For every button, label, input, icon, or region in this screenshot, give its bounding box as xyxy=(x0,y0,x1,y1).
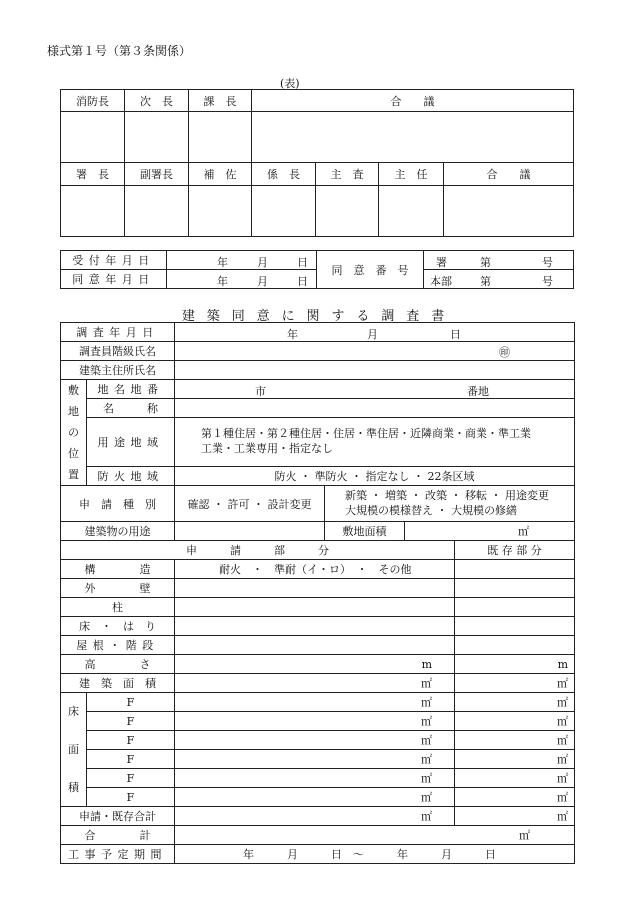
zoning-line-2: 工業・工業専用・指定なし xyxy=(201,442,333,455)
zoning-label: 用途地域 xyxy=(87,418,175,467)
survey-date-label: 調査年月日 xyxy=(61,323,175,342)
name-field[interactable] xyxy=(175,399,575,418)
site-location-group-label xyxy=(61,380,87,486)
stamp-box[interactable] xyxy=(125,112,189,163)
existing-floor-area-field[interactable] xyxy=(455,788,575,807)
header-section-chief: 課 長 xyxy=(189,90,252,112)
floor-area-field[interactable] xyxy=(175,769,455,788)
roof-stairs-field[interactable] xyxy=(175,636,455,655)
zoning-line-1: 第１種住居・第２種住居・住居・準住居・近隣商業・商業・準工業 xyxy=(201,427,531,441)
combined-total-label: 申請・既存合計 xyxy=(61,807,175,826)
site-char: 位 xyxy=(68,447,79,460)
sqm-unit: ㎡ xyxy=(421,696,432,709)
sqm-unit: ㎡ xyxy=(518,525,529,538)
seal-icon: ㊞ xyxy=(499,346,510,359)
floor-area-field[interactable] xyxy=(175,693,455,712)
stamp-box[interactable] xyxy=(379,186,444,237)
column-label: 柱 xyxy=(61,598,175,617)
sqm-unit: ㎡ xyxy=(519,829,530,842)
header-officer: 主 任 xyxy=(379,163,444,186)
day-unit: 日 xyxy=(297,275,308,288)
floor-beam-label: 床 ・ は り xyxy=(61,617,175,636)
survey-date-field[interactable] xyxy=(175,323,575,342)
sqm-unit: ㎡ xyxy=(557,715,568,728)
stamp-box[interactable] xyxy=(252,186,316,237)
received-date-label: 受付年月日 xyxy=(61,251,167,270)
existing-floor-area-field[interactable] xyxy=(455,731,575,750)
sqm-unit: ㎡ xyxy=(421,715,432,728)
stamp-box[interactable] xyxy=(61,112,125,163)
fire-zone-options[interactable]: 防火 ・ 準防火 ・ 指定なし ・ 22条区域 xyxy=(175,467,575,486)
floor-level-label: F xyxy=(87,769,175,788)
stamp-box[interactable] xyxy=(125,186,189,237)
site-area-label: 敷地面積 xyxy=(325,522,405,541)
construction-type-line-2: 大規模の模様替え ・ 大規模の修繕 xyxy=(345,503,517,517)
floor-level-label: F xyxy=(87,750,175,769)
reception-table xyxy=(60,250,574,289)
sqm-unit: ㎡ xyxy=(421,677,432,690)
sqm-unit: ㎡ xyxy=(557,696,568,709)
name-label: 名 称 xyxy=(87,399,175,418)
existing-floor-beam-field[interactable] xyxy=(455,617,575,636)
column-field[interactable] xyxy=(175,598,455,617)
floor-level-label: F xyxy=(87,788,175,807)
month-unit: 月 xyxy=(257,275,268,288)
header-consultation-top: 合 議 xyxy=(252,90,574,112)
lot-label: 地名地番 xyxy=(87,380,175,399)
header-consultation-bottom: 合 議 xyxy=(444,163,574,186)
hq-label: 本部 xyxy=(430,275,452,288)
building-area-field[interactable] xyxy=(175,674,455,693)
header-fire-chief: 消防長 xyxy=(61,90,125,112)
roof-stairs-label: 屋根・階段 xyxy=(61,636,175,655)
floor-area-char: 面 xyxy=(68,743,79,756)
floor-area-field[interactable] xyxy=(175,712,455,731)
floor-level-label: F xyxy=(87,693,175,712)
applied-part-header: 申 請 部 分 xyxy=(61,541,455,560)
sqm-unit: ㎡ xyxy=(557,810,568,823)
dai-label: 第 xyxy=(480,256,491,269)
floor-area-char: 積 xyxy=(68,781,79,794)
height-field[interactable] xyxy=(175,655,455,674)
sqm-unit: ㎡ xyxy=(421,772,432,785)
existing-floor-area-field[interactable] xyxy=(455,712,575,731)
structure-label: 構 造 xyxy=(61,560,175,579)
application-type-label: 申 請 種 別 xyxy=(61,486,175,522)
building-use-field[interactable] xyxy=(175,522,325,541)
survey-table xyxy=(60,322,575,864)
existing-floor-area-field[interactable] xyxy=(455,769,575,788)
header-station-chief: 署 長 xyxy=(61,163,125,186)
existing-column-field[interactable] xyxy=(455,598,575,617)
floor-area-field[interactable] xyxy=(175,750,455,769)
sqm-unit: ㎡ xyxy=(557,772,568,785)
floor-level-label: F xyxy=(87,712,175,731)
schedule-label: 工事予定期間 xyxy=(61,845,175,864)
header-deputy-chief: 次 長 xyxy=(125,90,189,112)
exterior-wall-label: 外 壁 xyxy=(61,579,175,598)
stamp-box-consultation[interactable] xyxy=(252,112,574,163)
application-type-options[interactable]: 確認 ・ 許可 ・ 設計変更 xyxy=(175,486,325,522)
consent-number-label: 同 意 番 号 xyxy=(317,251,424,289)
existing-exterior-wall-field[interactable] xyxy=(455,579,575,598)
structure-options[interactable]: 耐火 ・ 準耐（イ・ロ） ・ その他 xyxy=(175,560,455,579)
construction-type-options[interactable] xyxy=(325,486,575,522)
existing-part-header: 既 存 部 分 xyxy=(455,541,575,560)
year-unit: 年 xyxy=(217,275,228,288)
city-unit: 市 xyxy=(255,385,266,398)
inspector-label: 調査員階級氏名 xyxy=(61,342,175,361)
consent-date-label: 同意年月日 xyxy=(61,270,167,289)
day-unit: 日 xyxy=(450,328,461,341)
approval-table xyxy=(60,89,574,237)
front-label: (表) xyxy=(280,77,300,90)
schedule-field[interactable]: 年 月 日 ～ 年 月 日 xyxy=(175,845,575,864)
existing-combined-total-field[interactable] xyxy=(455,807,575,826)
stamp-box[interactable] xyxy=(189,112,252,163)
owner-label: 建築主住所氏名 xyxy=(61,361,175,380)
floor-area-field[interactable] xyxy=(175,731,455,750)
floor-level-label: F xyxy=(87,731,175,750)
station-label: 署 xyxy=(436,256,447,269)
m-unit: m xyxy=(421,657,432,671)
stamp-box-consultation[interactable] xyxy=(444,186,574,237)
floor-area-char: 床 xyxy=(68,705,79,718)
m-unit: m xyxy=(557,657,568,671)
exterior-wall-field[interactable] xyxy=(175,579,455,598)
sqm-unit: ㎡ xyxy=(557,753,568,766)
building-area-label: 建 築 面 積 xyxy=(61,674,175,693)
site-area-field[interactable] xyxy=(405,522,575,541)
lot-field[interactable] xyxy=(175,380,575,399)
site-char: 地 xyxy=(68,405,79,418)
month-unit: 月 xyxy=(367,328,378,341)
received-date-field[interactable] xyxy=(167,251,317,270)
sqm-unit: ㎡ xyxy=(557,677,568,690)
banchi-unit: 番地 xyxy=(467,385,489,398)
existing-height-field[interactable] xyxy=(455,655,575,674)
grand-total-label: 合 計 xyxy=(61,826,175,845)
site-char: 敷 xyxy=(68,384,79,397)
sqm-unit: ㎡ xyxy=(421,753,432,766)
station-number-field[interactable] xyxy=(424,251,574,270)
construction-type-line-1: 新築 ・ 増築 ・ 改築 ・ 移転 ・ 用途変更 xyxy=(345,488,549,502)
height-label: 高 さ xyxy=(61,655,175,674)
go-label: 号 xyxy=(542,275,553,288)
fire-zone-label: 防火地域 xyxy=(87,467,175,486)
combined-total-field[interactable] xyxy=(175,807,455,826)
existing-roof-stairs-field[interactable] xyxy=(455,636,575,655)
building-use-label: 建築物の用途 xyxy=(61,522,175,541)
existing-structure-field[interactable] xyxy=(455,560,575,579)
floor-area-group-label xyxy=(61,693,87,807)
survey-title: 建 築 同 意 に 関 す る 調 査 書 xyxy=(181,309,449,324)
zoning-options[interactable] xyxy=(175,418,575,467)
existing-floor-area-field[interactable] xyxy=(455,693,575,712)
existing-floor-area-field[interactable] xyxy=(455,750,575,769)
owner-field[interactable] xyxy=(175,361,575,380)
year-unit: 年 xyxy=(287,328,298,341)
month-unit: 月 xyxy=(257,256,268,269)
header-vice-station-chief: 副署長 xyxy=(125,163,189,186)
sqm-unit: ㎡ xyxy=(421,791,432,804)
stamp-box[interactable] xyxy=(316,186,379,237)
form-number: 様式第１号（第３条関係） xyxy=(47,44,192,58)
sqm-unit: ㎡ xyxy=(557,734,568,747)
inspector-field[interactable] xyxy=(175,342,575,361)
stamp-box[interactable] xyxy=(61,186,125,237)
existing-building-area-field[interactable] xyxy=(455,674,575,693)
floor-area-field[interactable] xyxy=(175,788,455,807)
sqm-unit: ㎡ xyxy=(421,810,432,823)
go-label: 号 xyxy=(542,256,553,269)
floor-beam-field[interactable] xyxy=(175,617,455,636)
day-unit: 日 xyxy=(297,256,308,269)
header-subsection-chief: 係 長 xyxy=(252,163,316,186)
year-unit: 年 xyxy=(217,256,228,269)
site-char: 置 xyxy=(68,468,79,481)
header-assistant: 補 佐 xyxy=(189,163,252,186)
grand-total-field[interactable] xyxy=(175,826,575,845)
header-inspector: 主 査 xyxy=(316,163,379,186)
sqm-unit: ㎡ xyxy=(557,791,568,804)
consent-date-field[interactable] xyxy=(167,270,317,289)
hq-number-field[interactable] xyxy=(424,270,574,289)
sqm-unit: ㎡ xyxy=(421,734,432,747)
stamp-box[interactable] xyxy=(189,186,252,237)
site-char: の xyxy=(68,426,79,439)
dai-label: 第 xyxy=(480,275,491,288)
